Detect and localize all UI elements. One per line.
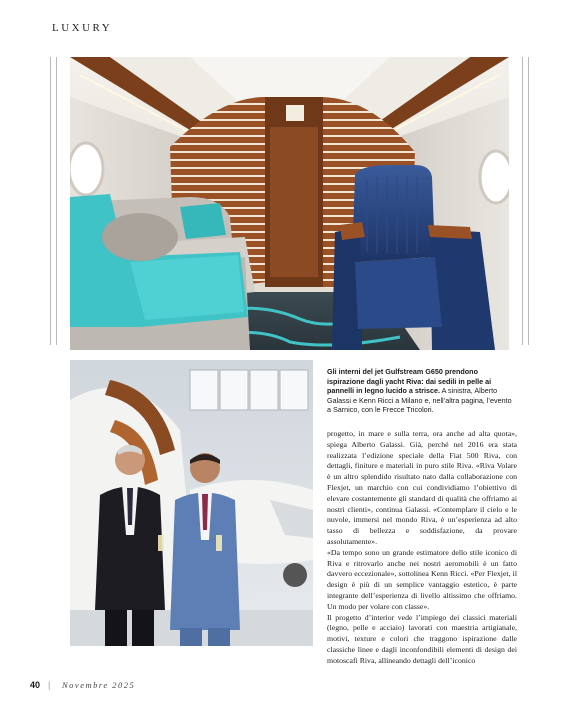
article-paragraph-1: progetto, in mare e sulla terra, ora anche ad alta quota», spiega Alberto Galassi. Già, perché nel 2016 era stata realizzata l’edizione speciale della Fiat 500 Riva, con dettagli, finiture e materiali in puro stile Riva. «Riva Volare è un altro splendido risultato nato dalla collaborazione con Flexjet, un marchio con cui condividiamo l’obiettivo di elevare costantemente gli standard di qualità che offriamo ai nostri clienti», continua Galassi. «Contemplare il cielo e le nuvole, immersi nel mondo Riva, è un’esperienza ad alto tasso di bellezza e soddisfazione, da provare assolutamente». bbox=[327, 429, 517, 546]
footer-separator: | bbox=[48, 680, 51, 690]
page-rule-left bbox=[50, 57, 51, 345]
page-number: 40 bbox=[30, 680, 41, 690]
issue-date: Novembre 2025 bbox=[62, 680, 136, 690]
article-body bbox=[327, 429, 517, 667]
page-rule-left-inner bbox=[56, 57, 57, 345]
page-rule-right bbox=[528, 57, 529, 345]
page-rule-right-inner bbox=[522, 57, 523, 345]
section-label: LUXURY bbox=[52, 22, 113, 34]
caption-rest: A sinistra, Alberto Galassi e Kenn Ricci a Milano e, nell’altra pagina, l’evento a Sarnico, con le Frecce Tricolori. bbox=[327, 386, 512, 415]
article-paragraph-3: Il progetto d’interior vede l’impiego dei classici materiali (legno, pelle e acciaio) lavorati con maestria artigianale, motivi, texture e colori che traggono ispirazione dalle classiche linee e dagli inconfondibili elementi di design dei motoscafi Riva, allineando dettagli dell’iconico bbox=[327, 612, 517, 665]
photo-galassi-ricci bbox=[70, 360, 313, 646]
photo-cabin-interior bbox=[70, 57, 509, 350]
article-paragraph-2: «Da tempo sono un grande estimatore dello stile iconico di Riva e ritrovarlo anche nei nostri aeromobili è un fatto davvero eccezionale», sottolinea Kenn Ricci. «Per Flexjet, il design è più di un semplice vantaggio estetico, è parte integrante dell’esperienza di livello altissimo che offriamo. Un modo per volare con classe». bbox=[327, 547, 517, 611]
photo-caption bbox=[327, 367, 517, 415]
caption-lead: Gli interni del jet Gulfstream G650 prendono ispirazione dagli yacht Riva: dai sedili in pelle ai pannelli in legno lucido a strisce. bbox=[327, 367, 492, 396]
